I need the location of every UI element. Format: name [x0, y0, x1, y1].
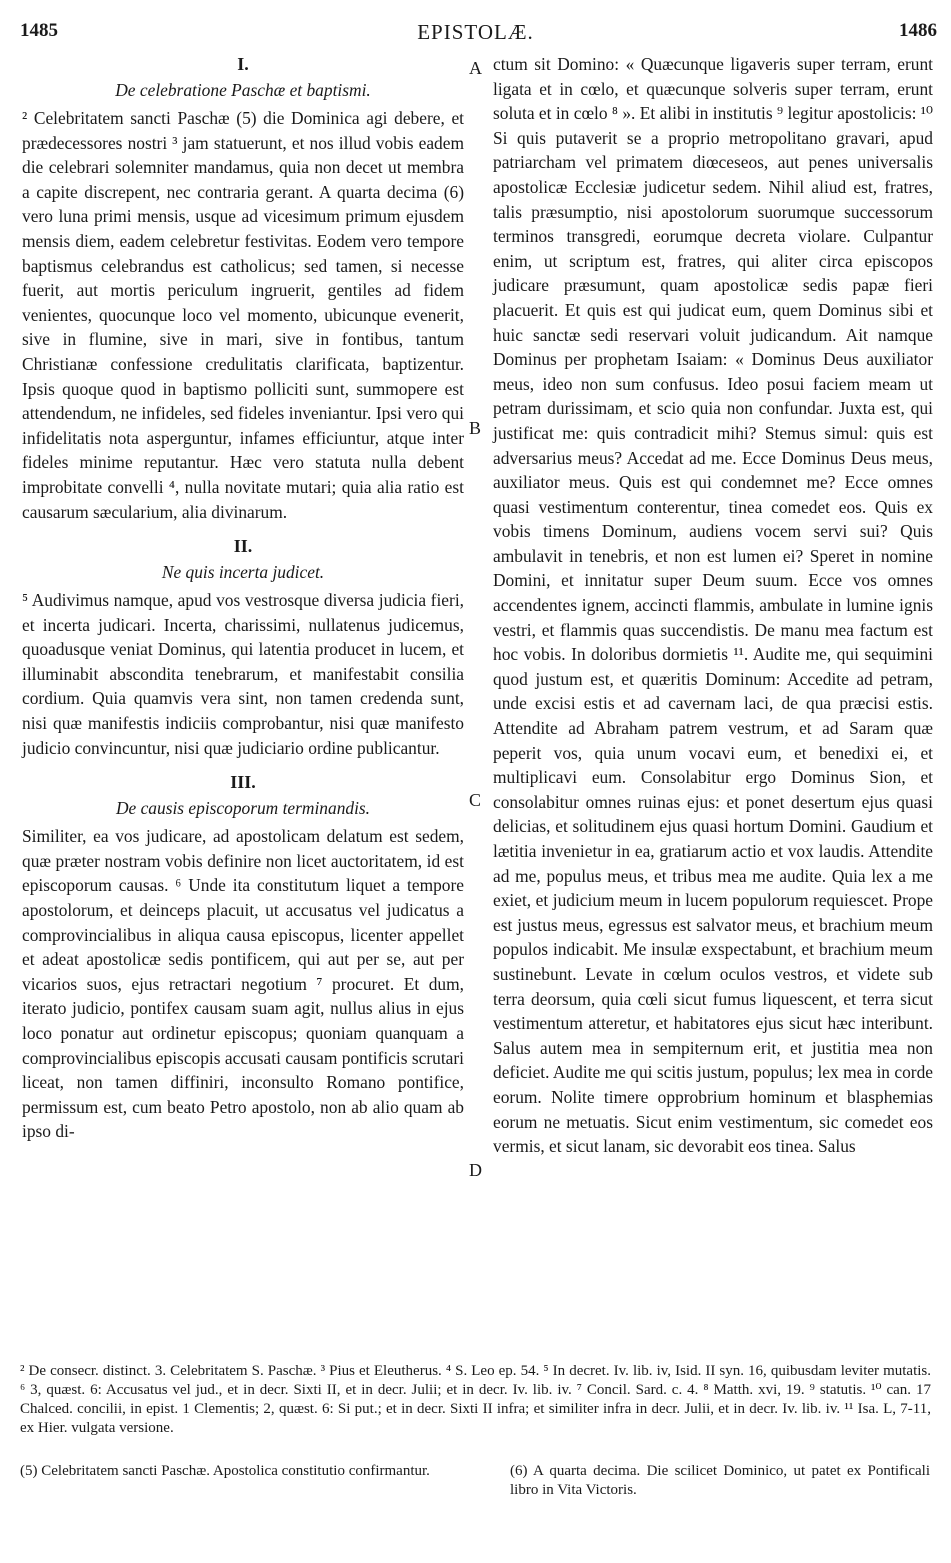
editor-note-6: (6) A quarta decima. Die scilicet Dominico, ut patet ex Pontificali libro in Vita Victoris. [510, 1463, 930, 1498]
section-number: I. [237, 54, 249, 74]
section-3 [22, 770, 464, 1144]
section-paragraph: ² Celebritatem sancti Paschæ (5) die Dominica agi debere, et prædecessores nostri ³ jam statuerunt, et nos illud vobis eadem die celebrari solemniter mandamus, quia non decet ut membra a capite discrepent, nec contraria gerant. A quarta decima (6) vero luna primi mensis, usque ad vicesimum primum ejusdem mensis diem, eadem celebretur festivitas. Eodem vero tempore baptismus celebrandus est catholicus; sed tamen, si necesse fuerit, aut mortis periculum ingruerit, gentiles ad fidem venientes, quocunque loco vel momento, ubicunque evenerit, sive in flumine, sive in mari, sive in fontibus, tantum Christianæ confessione credulitatis clarificata, baptizentur. Ipsis quoque quod in baptismo polliciti sunt, summopere est attendendum, ne infideles, sed fideles inveniantur. Ipsi vero qui infidelitatis nota asperguntur, infames efficiuntur, atque inter fideles minime reputantur. Hæc vero statuta nulla debent improbitate convelli ⁴, nulla novitate mutari; quia alia ratio est causarum sæcularium, alia divinarum. [22, 108, 464, 522]
page-number-left: 1485 [20, 20, 58, 41]
section-title: Ne quis incerta judicet. [161, 562, 325, 583]
section-2 [22, 534, 464, 760]
section-title: De causis episcoporum terminandis. [115, 798, 371, 819]
section-1 [22, 52, 464, 524]
margin-letter-a: A [469, 58, 482, 78]
section-title: De celebratione Paschæ et baptismi. [115, 80, 371, 100]
editor-note-5: (5) Celebritatem sancti Paschæ. Apostolica constitutio confirmantur. [20, 1463, 430, 1479]
footnotes: ² De consecr. distinct. 3. Celebritatem S. Paschæ. ³ Pius et Eleutherus. ⁴ S. Leo ep. 54. ⁵ In decret. Iv. lib. iv, Isid. II syn. 16, quibusdam leviter mutatis. ⁶ 3, quæst. 6: Accusatus vel jud., et in decr. Sixti II, et in decr. Julii; et in decr. Iv. lib. iv. ⁷ Concil. Sard. c. 4. ⁸ Matth. xvi, 19. ⁹ statutis. ¹⁰ can. 17 Chalced. concilii, in epist. 1 Clementis; 2, quæst. 6: Si put.; et in decr. Sixti II infra; et similiter infra in decr. Julii, et in decr. Iv. lib. iv. ¹¹ Isa. L, 7-11, ex Hier. vulgata versione. [20, 1363, 931, 1436]
section-paragraph: Similiter, ea vos judicare, ad apostolicam delatum est sedem, quæ præter nostram vobis definire non licet auctoritatem, id est episcoporum causas. ⁶ Unde ita constitutum liquet a tempore apostolorum, et deinceps placuit, ut accusatus vel judicatus a comprovincialibus in aliqua causa episcopus, licenter appellet et adeat apostolicæ sedis pontificem, qui aut per se, aut per vicarios suos, ejus retractari negotium ⁷ procuret. Et dum, iterato judicio, pontifex causam suam agit, nullus alius in ejus loco ponatur aut ordinetur episcopus; quoniam quanquam a comprovincialibus episcopis accusati causam pontificis scrutari liceat, non tamen diffiniri, inconsulto Romano pontifice, permissum est, cum beato Petro apostolo, non ab alio quam ab ipso di- [22, 826, 464, 1142]
section-number: II. [233, 536, 253, 557]
margin-letter-d: D [469, 1160, 482, 1180]
section-paragraph: ⁵ Audivimus namque, apud vos vestrosque diversa judicia fieri, et incerta judicari. Incerta, charissimi, nullatenus judicemus, quoadusque veniat Dominus, qui latentia producet in lucem, et illuminabit abscondita tenebrarum, et manifestabit consilia cordium. Quia quamvis vera sint, non tamen credenda sunt, nisi quæ manifestis indiciis comprobantur, nisi quæ manifesto judicio convincuntur, nisi quæ judiciario ordine publicantur. [22, 590, 464, 758]
left-column [22, 52, 464, 1144]
section-number: III. [230, 772, 256, 793]
page-number-right: 1486 [899, 20, 937, 41]
right-column [493, 52, 933, 1159]
margin-letter-b: B [469, 418, 482, 438]
margin-letter-c: C [469, 790, 482, 810]
right-column-text: ctum sit Domino: « Quæcunque ligaveris super terram, erunt ligata et in cœlo, et quæcunque solveris super terram, erunt soluta et in cœlo ⁸ ». Et alibi in institutis ⁹ legitur apostolicis: ¹⁰ Si quis putaverit se a proprio metropolitano gravari, apud patriarcham vel primatem diœceseos, aut penes universalis apostolicæ Ecclesiæ judicetur sedem. Nihil aliud est, fratres, talis præsumptio, nisi apostolorum suorumque successorum terminos transgredi, eorumque decreta violare. Culpantur enim, ut scriptum est, fratres, qui aliter circa episcopos judicare præsumunt, quam apostolicæ sedis papæ fieri placuerit. Et quis est qui judicat eum, quem Dominus sibi et huic sanctæ sedi reservari voluit judicandum. Ait namque Dominus per prophetam Isaiam: « Dominus Deus auxiliator meus, ideo non sum confusus. Ideo posui faciem meam ut petram durissimam, et scio quia non confundar. Juxta est, qui justificat me: quis contradicit mihi? Stemus simul: quis est adversarius meus? Accedat ad me. Ecce Dominus Deus meus, auxiliator meus. Quis est qui condemnet me? Ecce omnes quasi vestimentum conterentur, tinea comedet eos. Quis ex vobis timens Dominum, audiens vocem servi sui? Quis ambulavit in tenebris, et non est lumen ei? Speret in nomine Domini, et innitatur super Deum suum. Ecce vos omnes accendentes ignem, accincti flammis, ambulate in lumine ignis vestri, et flammis quas succendistis. De manu mea factum est hoc vobis. In doloribus dormietis ¹¹. Audite me, qui sequimini quod justum est, et quæritis Dominum: Accedite ad petram, unde excisi estis et ad cavernam laci, de qua præcisi estis. Attendite ad Abraham patrem vestrum, et ad Saram quæ peperit vos, quia unum vocavi eum, et benedixi ei, et multiplicavi eum. Consolabitur ergo Dominus Sion, et consolabitur omnes ruinas ejus: et ponet desertum ejus quasi delicias, et solitudinem ejus quasi hortum Domini. Gaudium et lætitia invenietur in ea, gratiarum actio et vox laudis. Attendite ad me, populus meus, et tribus mea me audite. Quia lex a me exiet, et judicium meum in lucem populorum requiescet. Prope est justus meus, egressus est salvator meus, et brachium meum populos indicabit. Me insulæ exspectabunt, et brachium meum sustinebunt. Levate in cœlum oculos vestros, et videte sub terra deorsum, quia cœli sicut fumus liquescent, et terra sicut vestimentum atteretur, et habitatores ejus sicut hæc interibunt. Salus autem mea in sempiternum erit, et justitia mea non deficiet. Audite me qui scitis justum, populus; lex mea in corde eorum. Nolite timere opprobrium hominum et blasphemias eorum ne metuatis. Sicut enim vestimentum, sic comedet eos vermis, et sicut lanam, sic devorabit eos tinea. Salus [493, 54, 933, 1157]
running-title: EPISTOLÆ. [417, 20, 534, 44]
